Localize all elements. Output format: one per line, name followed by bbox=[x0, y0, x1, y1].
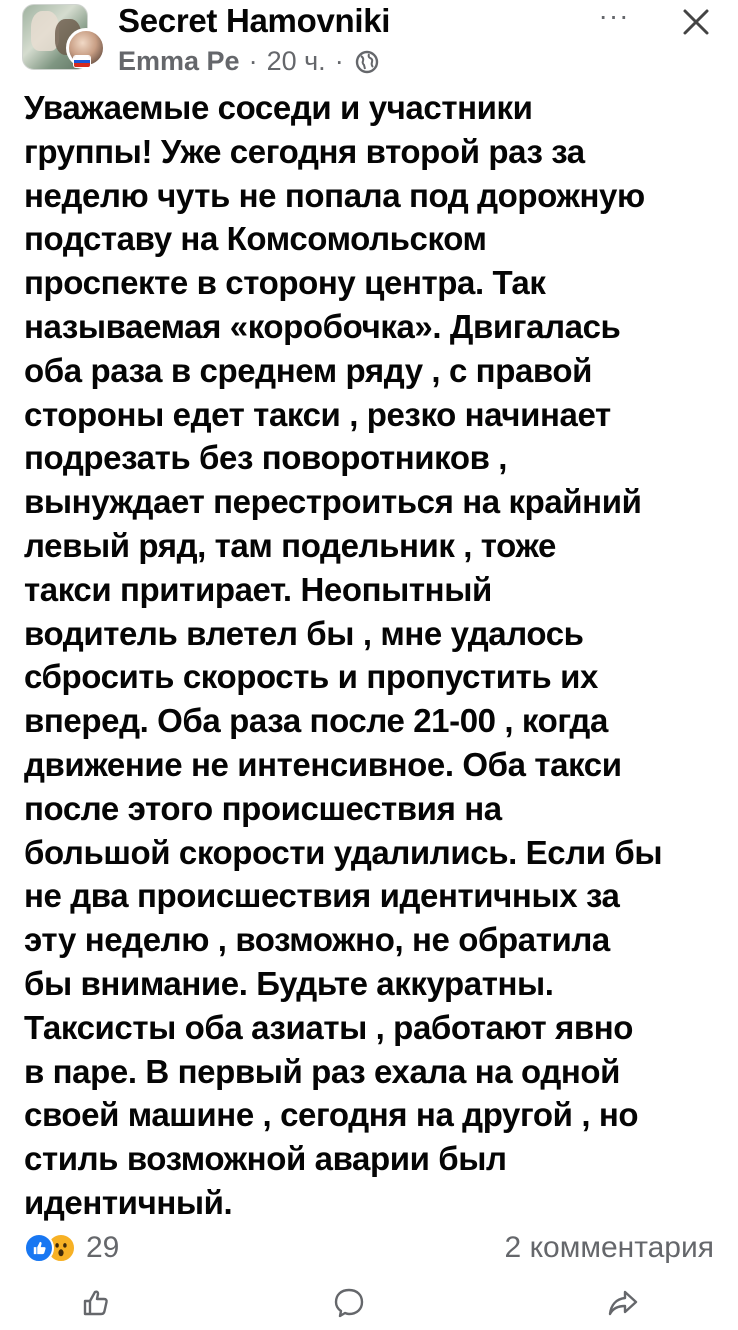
thumbs-up-icon[interactable] bbox=[80, 1286, 114, 1320]
reaction-count: 29 bbox=[86, 1231, 120, 1264]
post-body-text: Уважаемые соседи и участники группы! Уже сегодня второй раз за неделю чуть не попала под дорожную подставу на Комсомольском проспекте в сторону центра. Так называемая «коробочка». Двигалась оба раза в среднем ряду , с правой стороны едет такси , резко начинает подрезать без поворотников , вынуждает перестроиться на крайний левый ряд, там подельник , тоже такси притирает. Неопытный водитель влетел бы , мне удалось сбросить скорость и пропустить их вперед. Оба раза после 21-00 , когда движение не интенсивное. Оба такси после этого происшествия на большой скорости удалились. Если бы не два происшествия идентичных за эту неделю , возможно, не обратила бы внимание. Будьте аккуратны. Таксисты оба азиаты , работают явно в паре. В первый раз ехала на одной своей машине , сегодня на другой , но стиль возможной аварии был идентичный. bbox=[24, 89, 663, 1221]
close-icon[interactable] bbox=[678, 4, 714, 40]
post-actions-bar bbox=[0, 1286, 738, 1330]
share-icon[interactable] bbox=[606, 1286, 640, 1320]
more-options-button[interactable]: ··· bbox=[598, 0, 630, 31]
like-reaction-icon bbox=[24, 1233, 54, 1263]
russia-flag-icon bbox=[74, 56, 90, 67]
post-meta bbox=[118, 46, 379, 77]
post-header bbox=[0, 0, 738, 80]
group-name[interactable]: Secret Hamovniki bbox=[118, 2, 391, 39]
comments-count-link[interactable]: 2 комментария bbox=[504, 1231, 714, 1264]
author-name[interactable]: Emma Pe bbox=[118, 46, 240, 76]
avatar[interactable] bbox=[22, 4, 106, 68]
comment-icon[interactable] bbox=[332, 1286, 366, 1320]
separator-dot: · bbox=[248, 46, 258, 76]
globe-icon bbox=[355, 50, 379, 74]
post-time[interactable]: 20 ч. bbox=[266, 46, 326, 76]
separator-dot: · bbox=[334, 46, 344, 76]
reactions-summary[interactable] bbox=[24, 1228, 119, 1268]
